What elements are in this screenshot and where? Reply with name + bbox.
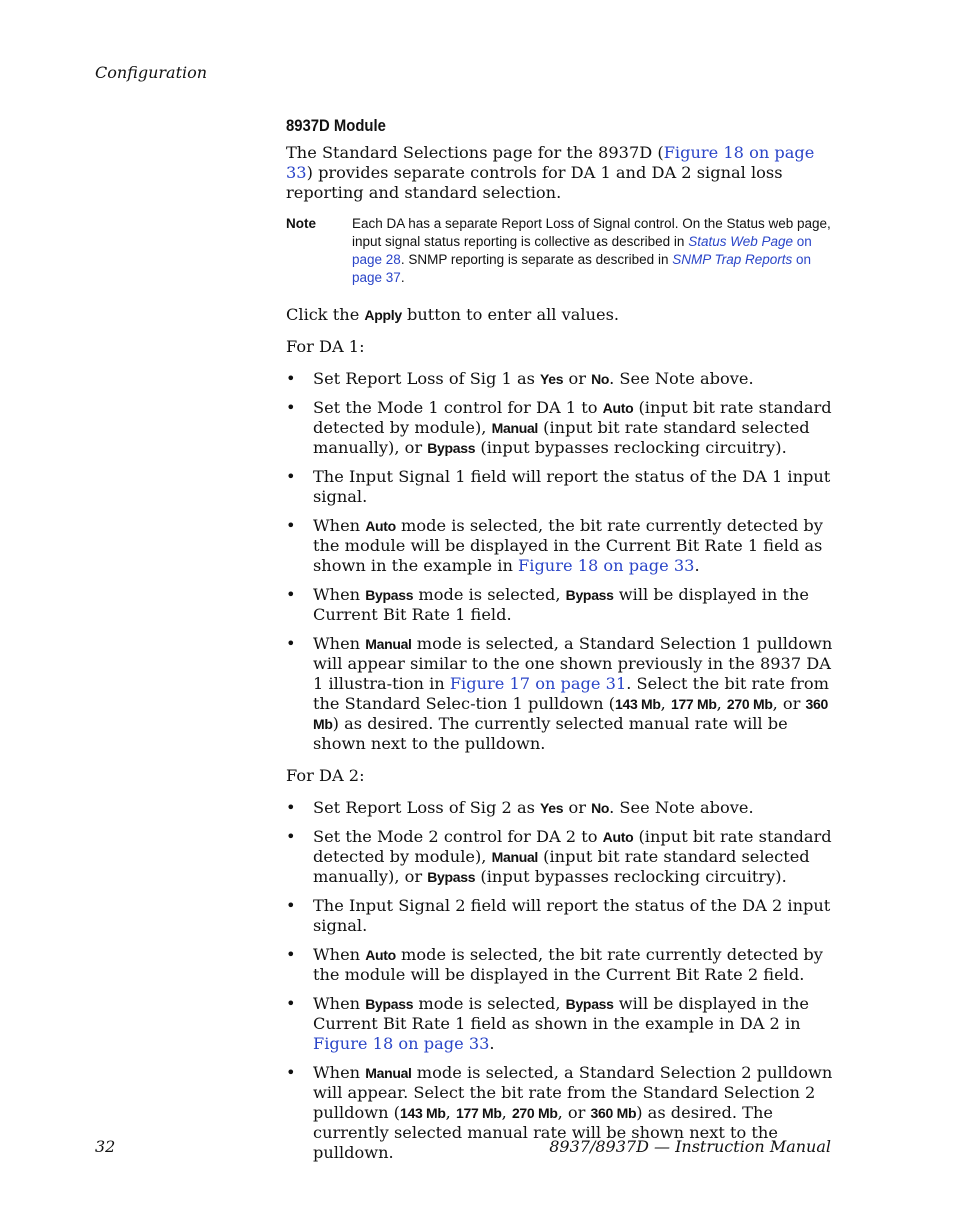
intro-paragraph: The Standard Selections page for the 8937D (Figure 18 on page 33) provides separate controls for DA 1 and DA 2 signal loss reporting and standard selection.	[286, 143, 815, 202]
da1-list	[286, 369, 834, 754]
list-item: • When Auto mode is selected, the bit rate currently detected by the module will be displayed in the Current Bit Rate 1 field as shown in the example in Figure 18 on page 33.	[286, 516, 834, 576]
list-item: • Set the Mode 1 control for DA 1 to Auto (input bit rate standard detected by module), Manual (input bit rate standard selected manually), or Bypass (input bypasses reclocking circuitry).	[286, 398, 834, 458]
note-label: Note	[286, 216, 316, 231]
snmp-trap-reports-link[interactable]: SNMP Trap Reports on page 37	[352, 252, 812, 285]
da1-heading: For DA 1:	[286, 337, 365, 356]
note-block	[286, 215, 834, 287]
figure-18-link[interactable]: Figure 18 on page 33	[286, 143, 815, 182]
list-item: • When Bypass mode is selected, Bypass will be displayed in the Current Bit Rate 1 field.	[286, 585, 834, 625]
list-item: • The Input Signal 1 field will report the status of the DA 1 input signal.	[286, 467, 834, 507]
list-item: • When Bypass mode is selected, Bypass will be displayed in the Current Bit Rate 1 field as shown in the example in DA 2 in Figure 18 on page 33.	[286, 994, 834, 1054]
list-item: • Set Report Loss of Sig 1 as Yes or No. See Note above.	[286, 369, 834, 389]
manual-title: 8937/8937D — Instruction Manual	[549, 1137, 831, 1156]
note-body: Each DA has a separate Report Loss of Signal control. On the Status web page, input signal status reporting is collective as described in Status Web Page on page 28. SNMP reporting is separate as described in SNMP Trap Reports on page 37.	[352, 216, 831, 285]
list-item: • When Manual mode is selected, a Standard Selection 1 pulldown will appear similar to the one shown previously in the 8937 DA 1 illustra-tion in Figure 17 on page 31. Select the bit rate from the Standard Selec-tion 1 pulldown (143 Mb, 177 Mb, 270 Mb, or 360 Mb) as desired. The currently selected manual rate will be shown next to the pulldown.	[286, 634, 834, 754]
page-number: 32	[95, 1137, 116, 1156]
status-web-page-link[interactable]: Status Web Page on page 28	[352, 234, 812, 267]
apply-instruction: Click the Apply button to enter all values.	[286, 305, 620, 324]
running-header: Configuration	[95, 63, 208, 82]
section-title: 8937D Module	[286, 117, 386, 135]
da2-list	[286, 798, 834, 1163]
list-item: • Set the Mode 2 control for DA 2 to Auto (input bit rate standard detected by module), Manual (input bit rate standard selected manually), or Bypass (input bypasses reclocking circuitry).	[286, 827, 834, 887]
figure-18-link[interactable]: Figure 18 on page 33	[313, 1034, 490, 1053]
page-content	[286, 116, 834, 1175]
figure-18-link[interactable]: Figure 18 on page 33	[518, 556, 695, 575]
da2-heading: For DA 2:	[286, 766, 365, 785]
figure-17-link[interactable]: Figure 17 on page 31	[449, 674, 627, 693]
list-item: • When Manual mode is selected, a Standard Selection 2 pulldown will appear. Select the bit rate from the Standard Selection 2 pulldown (143 Mb, 177 Mb, 270 Mb, or 360 Mb) as desired. The currently selected manual rate will be shown next to the pulldown.	[286, 1063, 834, 1163]
list-item: • Set Report Loss of Sig 2 as Yes or No. See Note above.	[286, 798, 834, 818]
list-item: • The Input Signal 2 field will report the status of the DA 2 input signal.	[286, 896, 834, 936]
apply-command: Apply	[364, 307, 402, 323]
list-item: • When Auto mode is selected, the bit rate currently detected by the module will be displayed in the Current Bit Rate 2 field.	[286, 945, 834, 985]
